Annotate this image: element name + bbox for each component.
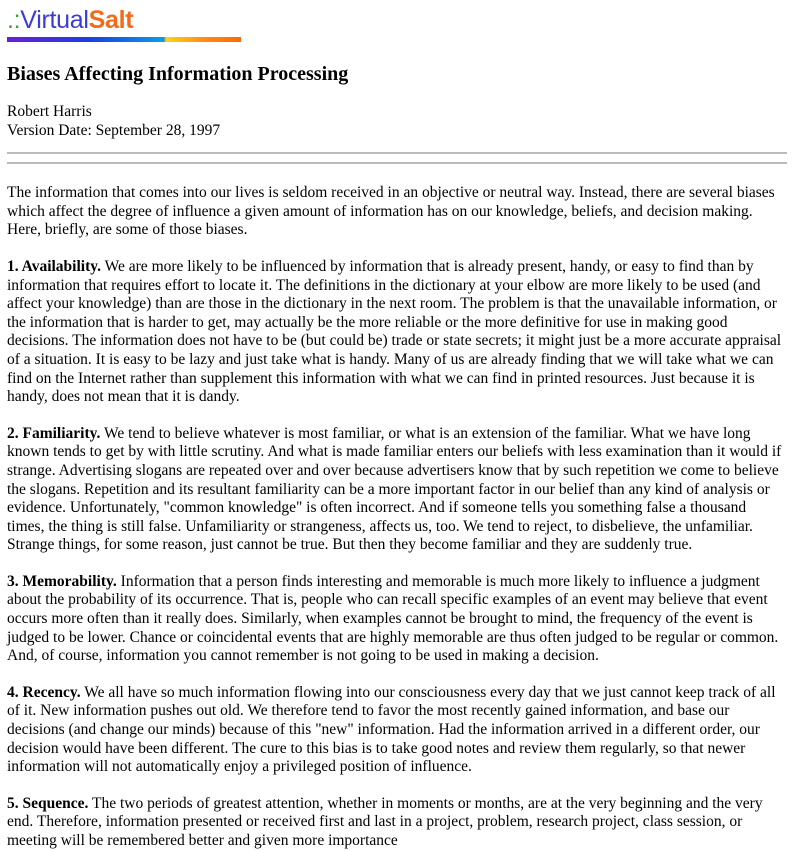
section-heading: 4. Recency. [7, 683, 81, 701]
section-heading: 3. Memorability. [7, 572, 117, 590]
section-familiarity [7, 425, 787, 555]
section-sequence [7, 795, 787, 851]
byline [7, 103, 787, 140]
page-title: Biases Affecting Information Processing [7, 63, 349, 85]
section-text: The two periods of greatest attention, whether in moments or months, are at the very beginning and the very end. Therefore, information presented or received first and last in a project, problem, research project, class session, or meeting will be remembered better and given more importance [7, 794, 763, 849]
section-heading: 5. Sequence. [7, 794, 89, 812]
section-availability [7, 258, 787, 407]
section-heading: 1. Availability. [7, 257, 102, 275]
logo-dots: .: [7, 6, 21, 34]
section-text: We tend to believe whatever is most familiar, or what is an extension of the familiar. What we have long known tends to get by with little scrutiny. And what is made familiar enters our beliefs with less examination than it would if strange. Advertising slogans are repeated over and over because advertisers know that by such repetition we come to believe the slogans. Repetition and its resultant familiarity can be a more important factor in our belief than any kind of analysis or evidence. Unfortunately, "common knowledge" is often incorrect. And if someone tells you something false a thousand times, the thing is still false. Unfamiliarity or strangeness, affects us, too. We tend to reject, to disbelieve, the unfamiliar. Strange things, for some reason, just cannot be true. But then they become familiar and they are suddenly true. [7, 424, 782, 554]
logo-virtual: Virtual [20, 6, 89, 34]
intro-paragraph: The information that comes into our lives is seldom received in an objective or neutral way. Instead, there are several biases which affect the degree of influence a given amount of information has on our knowledge, beliefs, and decision making. Here, briefly, are some of those biases. [7, 184, 775, 239]
section-text: We all have so much information flowing into our consciousness every day that we just cannot keep track of all of it. New information pushes out old. We therefore tend to favor the most recently gained information, and base our decisions (and change our minds) because of this "new" information. Had the information arrived in a different order, our decision would have been different. The cure to this bias is to take good notes and review them regularly, so that newer information will not automatically enjoy a privileged position of influence. [7, 683, 776, 776]
logo-gradient-bar [7, 37, 241, 42]
version-date: Version Date: September 28, 1997 [7, 121, 221, 139]
section-text: Information that a person finds interesting and memorable is much more likely to influence a judgment about the probability of its occurrence. That is, people who can recall specific examples of an event may believe that event occurs more often than it really does. Similarly, when examples cannot be brought to mind, the frequency of the event is judged to be lower. Chance or coincidental events that are highly memorable are thus often judged to be regular or common. And, of course, information you cannot remember is not going to be used in making a decision. [7, 572, 779, 665]
section-text: We are more likely to be influenced by information that is already present, handy, or easy to find than by information that requires effort to locate it. The definitions in the dictionary at your elbow are more likely to be used (and affect your knowledge) than are those in the dictionary in the next room. The problem is that the unavailable information, or the information that is harder to get, may actually be the more reliable or the more definitive for use in making good decisions. The information does not have to be (but could be) trade or state secrets; it might just be a more accurate appraisal of a situation. It is easy to be lazy and just take what is handy. Many of us are already finding that we will take what we can find on the Internet rather than supplement this information with what we can find in printed resources. Just because it is handy, does not mean that it is dandy. [7, 257, 782, 406]
section-memorability [7, 573, 787, 666]
section-recency [7, 684, 787, 777]
divider [7, 162, 787, 164]
section-heading: 2. Familiarity. [7, 424, 101, 442]
logo-salt: Salt [88, 6, 134, 34]
divider [7, 152, 787, 154]
virtualsalt-logo[interactable] [7, 6, 787, 42]
author: Robert Harris [7, 103, 92, 120]
